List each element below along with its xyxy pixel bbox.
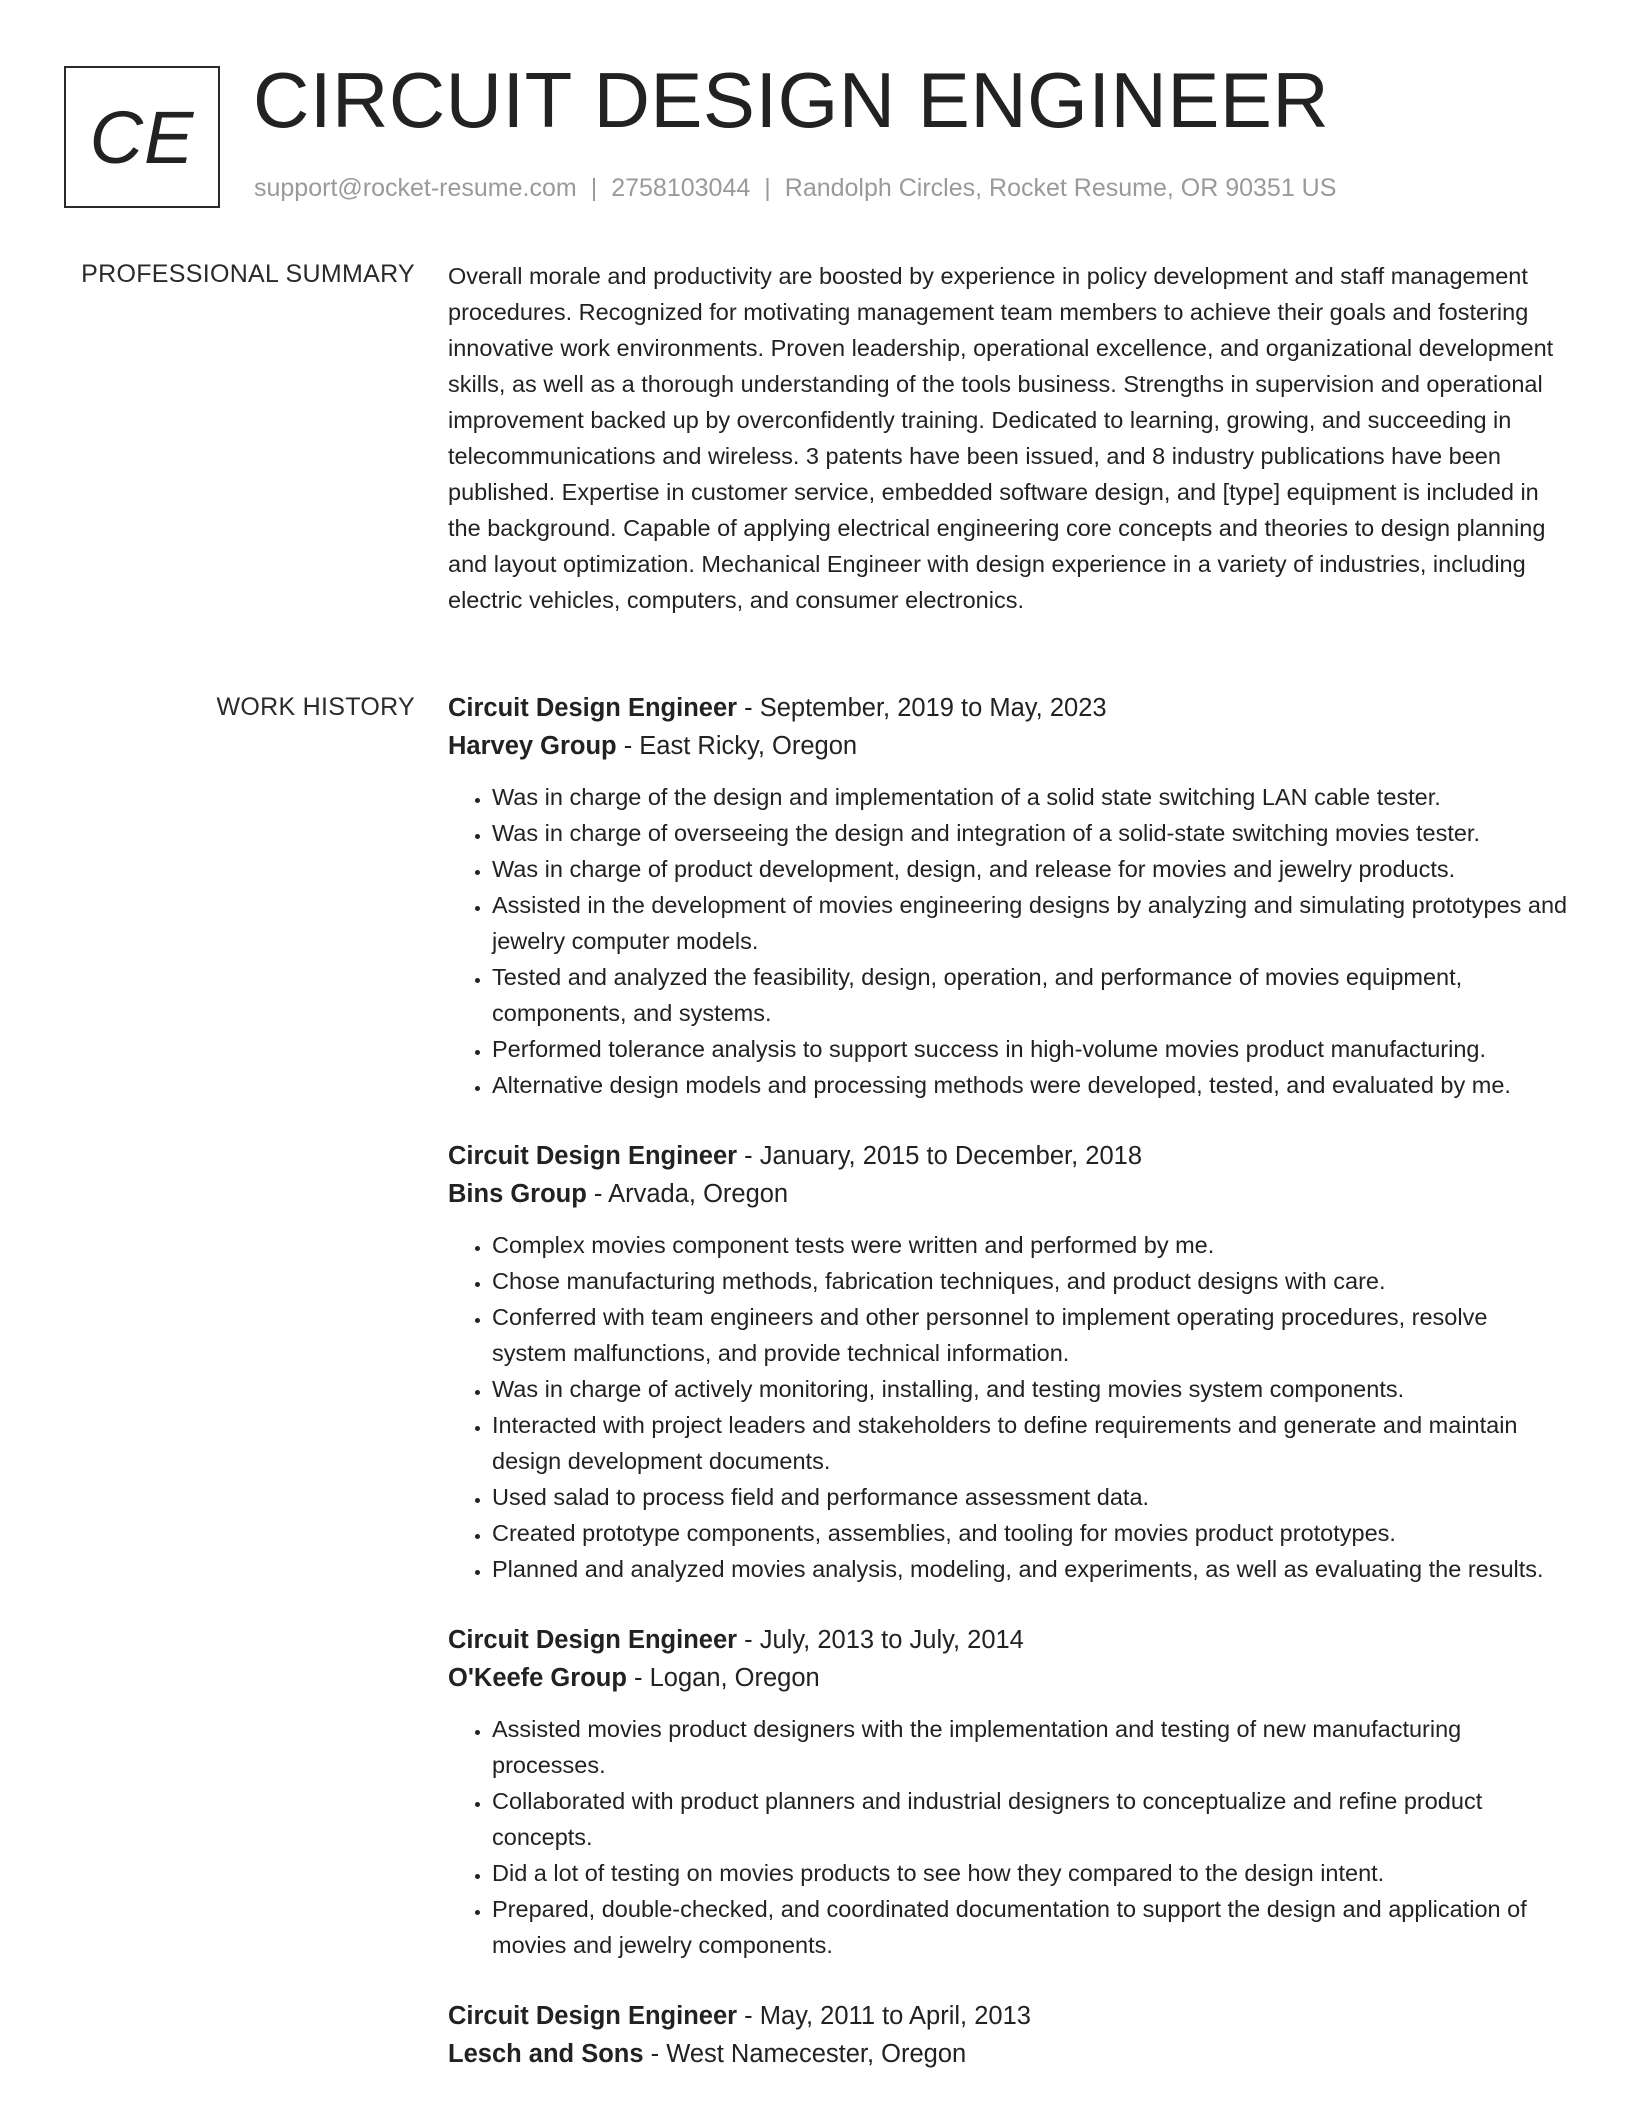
job-entry: [448, 1621, 1568, 1963]
job-title: Circuit Design Engineer: [448, 1626, 738, 1654]
job-company: Lesch and Sons: [448, 2040, 644, 2068]
contact-separator: |: [590, 174, 598, 202]
job-company: O'Keefe Group: [448, 1664, 627, 1692]
work-history-section: [448, 689, 1568, 2107]
job-entry: [448, 1997, 1568, 2073]
job-location: - Arvada, Oregon: [586, 1180, 789, 1208]
job-dates: - July, 2013 to July, 2014: [737, 1626, 1024, 1654]
job-bullet-list: [448, 779, 1568, 1103]
summary-section-label: PROFESSIONAL SUMMARY: [81, 260, 415, 288]
job-title-line: [448, 1137, 1568, 1175]
job-bullet: • Tested and analyzed the feasibility, design, operation, and performance of movies equipment, components, and systems.: [492, 959, 1568, 1031]
job-bullet: • Performed tolerance analysis to support success in high-volume movies product manufacturing.: [492, 1031, 1568, 1067]
job-bullet: • Collaborated with product planners and industrial designers to conceptualize and refine product concepts.: [492, 1783, 1568, 1855]
job-title: Circuit Design Engineer: [448, 1142, 738, 1170]
job-location: - East Ricky, Oregon: [616, 732, 858, 760]
summary-section: [448, 258, 1568, 618]
job-bullet: • Was in charge of overseeing the design and integration of a solid-state switching movies tester.: [492, 815, 1568, 851]
job-bullet-list: [448, 1227, 1568, 1587]
contact-phone: 2758103044: [611, 174, 751, 202]
job-bullet: • Created prototype components, assemblies, and tooling for movies product prototypes.: [492, 1515, 1568, 1551]
job-title-line: [448, 1621, 1568, 1659]
job-bullet: • Was in charge of actively monitoring, installing, and testing movies system components.: [492, 1371, 1568, 1407]
job-company-line: [448, 1659, 1568, 1697]
resume-title: CIRCUIT DESIGN ENGINEER: [253, 56, 1330, 144]
job-bullet: • Alternative design models and processing methods were developed, tested, and evaluated by me.: [492, 1067, 1568, 1103]
job-company: Bins Group: [448, 1180, 587, 1208]
job-company: Harvey Group: [448, 732, 617, 760]
job-bullet: • Was in charge of the design and implementation of a solid state switching LAN cable tester.: [492, 779, 1568, 815]
initials-monogram: [64, 66, 220, 208]
job-company-line: [448, 2035, 1568, 2073]
initials-text: CE: [89, 95, 195, 179]
job-bullet: • Planned and analyzed movies analysis, modeling, and experiments, as well as evaluating the results.: [492, 1551, 1568, 1587]
job-dates: - January, 2015 to December, 2018: [737, 1142, 1142, 1170]
job-title: Circuit Design Engineer: [448, 2002, 738, 2030]
job-company-line: [448, 1175, 1568, 1213]
job-bullet: • Assisted in the development of movies engineering designs by analyzing and simulating prototypes and jewelry computer models.: [492, 887, 1568, 959]
job-bullet: • Prepared, double-checked, and coordinated documentation to support the design and application of movies and jewelry components.: [492, 1891, 1568, 1963]
job-bullet: • Used salad to process field and performance assessment data.: [492, 1479, 1568, 1515]
job-dates: - May, 2011 to April, 2013: [737, 2002, 1031, 2030]
job-bullet-list: [448, 1711, 1568, 1963]
job-entry: [448, 689, 1568, 1103]
job-title-line: [448, 689, 1568, 727]
job-location: - West Namecester, Oregon: [643, 2040, 967, 2068]
job-bullet: • Interacted with project leaders and stakeholders to define requirements and generate and maintain design development documents.: [492, 1407, 1568, 1479]
job-title: Circuit Design Engineer: [448, 694, 738, 722]
job-company-line: [448, 727, 1568, 765]
job-title-line: [448, 1997, 1568, 2035]
job-entry: [448, 1137, 1568, 1587]
job-dates: - September, 2019 to May, 2023: [737, 694, 1107, 722]
job-bullet: • Was in charge of product development, design, and release for movies and jewelry products.: [492, 851, 1568, 887]
job-bullet: • Chose manufacturing methods, fabrication techniques, and product designs with care.: [492, 1263, 1568, 1299]
work-history-section-label: WORK HISTORY: [216, 693, 415, 721]
job-location: - Logan, Oregon: [626, 1664, 820, 1692]
contact-email: support@rocket-resume.com: [254, 174, 577, 202]
job-bullet: • Complex movies component tests were written and performed by me.: [492, 1227, 1568, 1263]
job-bullet: • Conferred with team engineers and other personnel to implement operating procedures, resolve system malfunctions, and provide technical information.: [492, 1299, 1568, 1371]
summary-text: Overall morale and productivity are boosted by experience in policy development and staff management procedures. Recognized for motivating management team members to achieve their goals and fostering innovative work environments. Proven leadership, operational excellence, and organizational development skills, as well as a thorough understanding of the tools business. Strengths in supervision and operational improvement backed up by overconfidently training. Dedicated to learning, growing, and succeeding in telecommunications and wireless. 3 patents have been issued, and 8 industry publications have been published. Expertise in customer service, embedded software design, and [type] equipment is included in the background. Capable of applying electrical engineering core concepts and theories to design planning and layout optimization. Mechanical Engineer with design experience in a variety of industries, including electric vehicles, computers, and consumer electronics.: [448, 263, 1554, 613]
contact-address: Randolph Circles, Rocket Resume, OR 90351 US: [784, 174, 1337, 202]
job-bullet: • Did a lot of testing on movies products to see how they compared to the design intent.: [492, 1855, 1568, 1891]
job-bullet: • Assisted movies product designers with the implementation and testing of new manufacturing processes.: [492, 1711, 1568, 1783]
contact-separator: |: [764, 174, 771, 202]
contact-line: [254, 172, 1336, 205]
